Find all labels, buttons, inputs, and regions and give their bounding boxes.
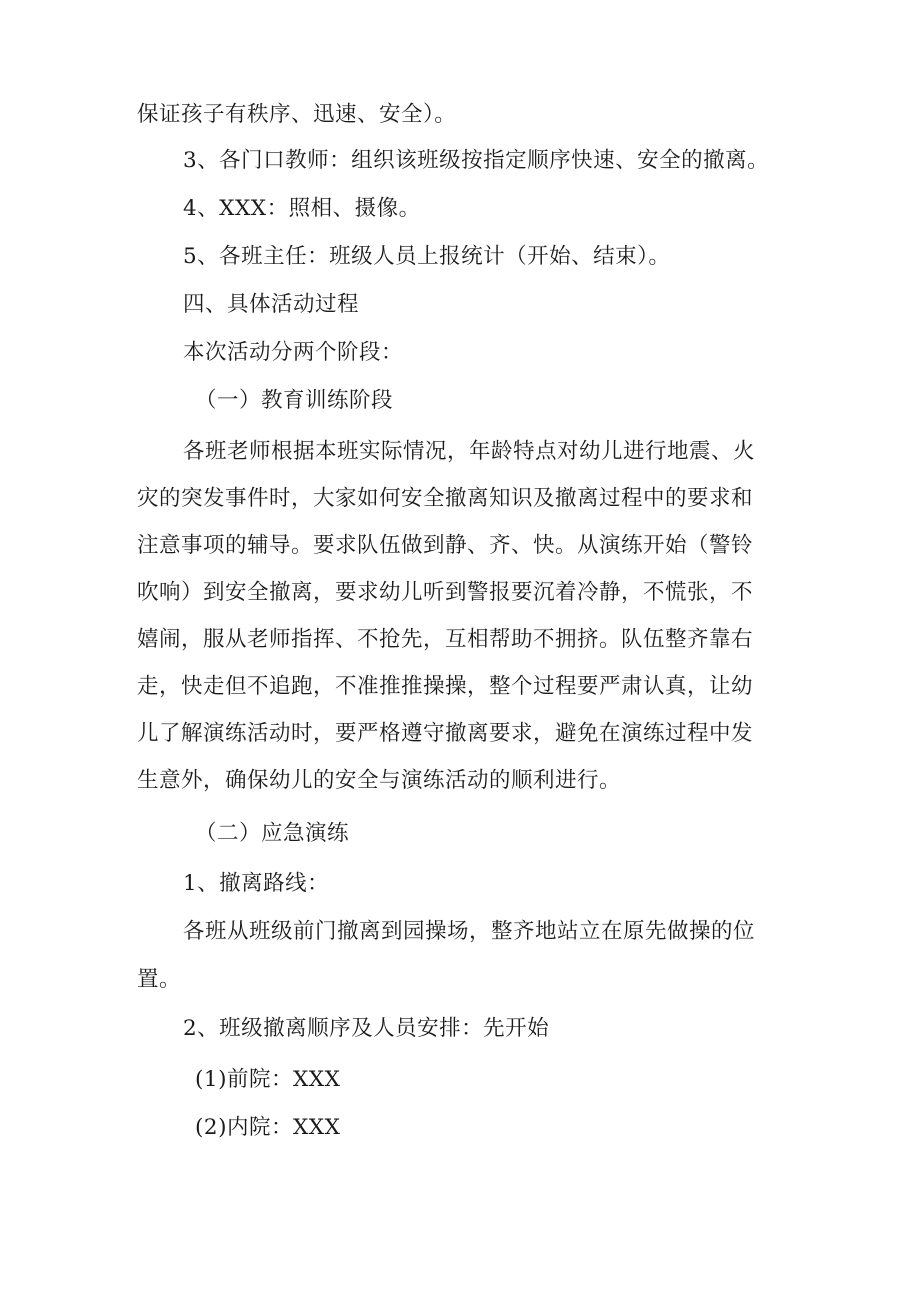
paragraph-line-1: 各班老师根据本班实际情况，年龄特点对幼儿进行地震、火	[183, 439, 756, 464]
paragraph-line-2: 灾的突发事件时，大家如何安全撤离知识及撤离过程中的要求和	[137, 486, 754, 511]
text-line-1: 保证孩子有秩序、迅速、安全）。	[137, 102, 457, 127]
paragraph-route-line-2: 置。	[137, 967, 182, 992]
paragraph-line-8: 生意外，确保幼儿的安全与演练活动的顺利进行。	[137, 768, 622, 793]
paragraph-route-line-1: 各班从班级前门撤离到园操场，整齐地站立在原先做操的位	[183, 919, 756, 944]
text-line-2: 3、各门口教师：组织该班级按指定顺序快速、安全的撤离。	[183, 148, 770, 173]
paragraph-line-6: 走，快走但不追跑，不准推推操操，整个过程要严肃认真，让幼	[137, 674, 754, 699]
subsection-heading-1: （一）教育训练阶段	[195, 388, 394, 413]
paragraph-line-7: 儿了解演练活动时，要严格遵守撤离要求，避免在演练过程中发	[137, 721, 754, 746]
text-line-evac-order: 2、班级撤离顺序及人员安排：先开始	[183, 1016, 550, 1041]
list-item-front-yard: (1)前院：XXX	[195, 1067, 341, 1092]
text-line-6: 本次活动分两个阶段：	[183, 340, 404, 365]
subsection-heading-2: （二）应急演练	[195, 821, 350, 846]
text-line-3: 4、XXX：照相、摄像。	[183, 196, 421, 221]
section-heading-4: 四、具体活动过程	[183, 292, 360, 317]
text-line-4: 5、各班主任：班级人员上报统计（开始、结束）。	[183, 244, 671, 269]
list-item-inner-yard: (2)内院：XXX	[195, 1115, 341, 1140]
paragraph-line-5: 嬉闹，服从老师指挥、不抢先，互相帮助不拥挤。队伍整齐靠右	[137, 627, 754, 652]
text-line-evac-route: 1、撤离路线：	[183, 871, 330, 896]
paragraph-line-3: 注意事项的辅导。要求队伍做到静、齐、快。从演练开始（警铃	[137, 533, 754, 558]
paragraph-line-4: 吹响）到安全撤离，要求幼儿听到警报要沉着冷静，不慌张，不	[137, 580, 754, 605]
